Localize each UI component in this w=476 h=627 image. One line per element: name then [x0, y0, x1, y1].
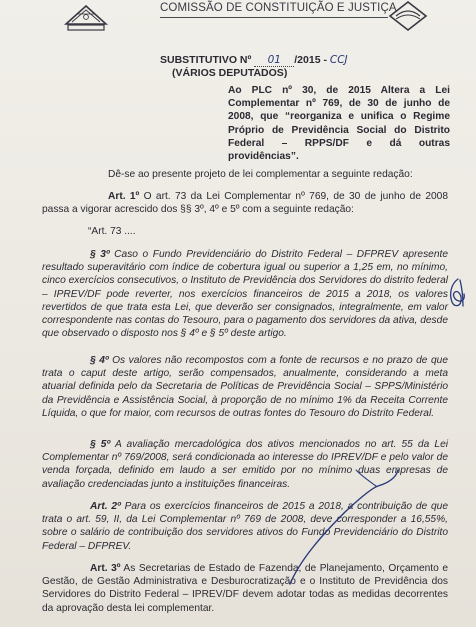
paragraph-5: [42, 438, 448, 491]
paragraph-3-label: § 3º: [90, 249, 110, 260]
preamble: Dê-se ao presente projeto de lei complementar a seguinte redação:: [108, 169, 413, 180]
article-2-text: Para os exercícios financeiros de 2015 a 2018, a contribuição de que trata o art. 59, II, da Lei Complementar nº 769 de 2008, deve corresponder a 16,55%, sobre o salário de contribuição dos servidores ativos do Fundo Previdenciário do Distrito Federal – DFPREV.: [42, 501, 448, 552]
handwritten-suffix: CCJ: [329, 54, 348, 66]
paragraph-3: [42, 248, 448, 340]
substitutivo-title: [160, 54, 348, 67]
article-2-label: Art. 2º: [90, 501, 121, 512]
article-1: [42, 190, 448, 216]
paragraph-3-text: Caso o Fundo Previdenciário do Distrito Federal – DFPREV apresente resultado superavitário com índice de cobertura igual ou superior a 1,25 em, no mínimo, cinco exercícios consecutivos, o Instituto de Previdência dos Servidores do distrito federal – IPREV/DF pode reverter, nos exercícios financeiros de 2015 a 2018, os valores revertidos de que trata esta Lei, que deverão ser consignados, integralmente, em valor correspondente nas contas do Tesouro, para o pagamento dos servidores da ativa, desde que observado o disposto nos § 4º e § 5º deste artigo.: [42, 249, 449, 340]
article-3: [42, 562, 448, 615]
title-year: /2015 -: [294, 54, 327, 66]
header-rule: [160, 17, 388, 18]
ementa-lead: Ao PLC nº 30, de 2015 Altera a Lei Complementar nº 769, de 30 de junho de 2008, que: [228, 85, 450, 123]
paragraph-5-label: § 5º: [90, 439, 111, 450]
paragraph-4-text: Os valores não recompostos com a fonte de recursos e no prazo de que trata o caput deste artigo, serão compensados, anualmente, considerando a meta atuarial definida pelo da Secretaria de Políticas de Previdência Social – SPPS/Ministério da Previdência e Assistência Social, à proporção de no mínimo 1% da Receita Corrente Líquida, o que for maior, com recursos de outras fontes do Tesouro do Distrito Federal.: [42, 355, 448, 419]
chamber-logo-icon: [388, 0, 428, 32]
committee-name: COMISSÃO DE CONSTITUIÇÃO E JUSTIÇA: [160, 2, 397, 14]
paragraph-5-text: A avaliação mercadológica dos ativos mencionados no art. 55 da Lei Complementar nº 769/2008, será condicionada ao interesse do IPREV/DF e pelo valor de venda forçada, definido em laudo a ser emitido por no mínimo duas empresas de avaliação credenciadas junto a instituições financeiras.: [42, 439, 448, 490]
coat-of-arms-icon: [64, 2, 108, 34]
paragraph-4-label: § 4º: [90, 355, 109, 366]
margin-initials-icon: [446, 276, 468, 310]
authors: (VÁRIOS DEPUTADOS): [172, 67, 288, 79]
article-1-text: O art. 73 da Lei Complementar nº 769, de 30 de junho de 2008 passa a vigorar acrescido dos §§ 3º, 4º e 5º com a seguinte redação:: [42, 191, 448, 216]
paragraph-4: [42, 354, 448, 420]
title-prefix: SUBSTITUTIVO Nº: [160, 54, 252, 66]
handwritten-number: 01: [254, 54, 294, 67]
article-3-label: Art. 3º: [90, 563, 121, 574]
article-1-label: Art. 1º: [108, 191, 140, 202]
article-73-heading: “Art. 73 ....: [88, 226, 136, 237]
letterhead: [0, 0, 476, 38]
article-2: [42, 500, 448, 553]
article-3-text: As Secretarias de Estado de Fazenda, de Planejamento, Orçamento e Gestão, de Gestão Administrativa e Desburocratização e o Instituto de Previdência dos Servidores do Distrito Federal – IPREV/DF devem adotar todas as medidas decorrentes da aprovação desta lei complementar.: [42, 563, 448, 614]
ementa: [228, 84, 450, 163]
ementa-rest: “reorganiza e unifica o Regime Próprio de Previdência Social do Distrito Federal – RPPS/DF e dá outras providências”.: [228, 111, 450, 163]
